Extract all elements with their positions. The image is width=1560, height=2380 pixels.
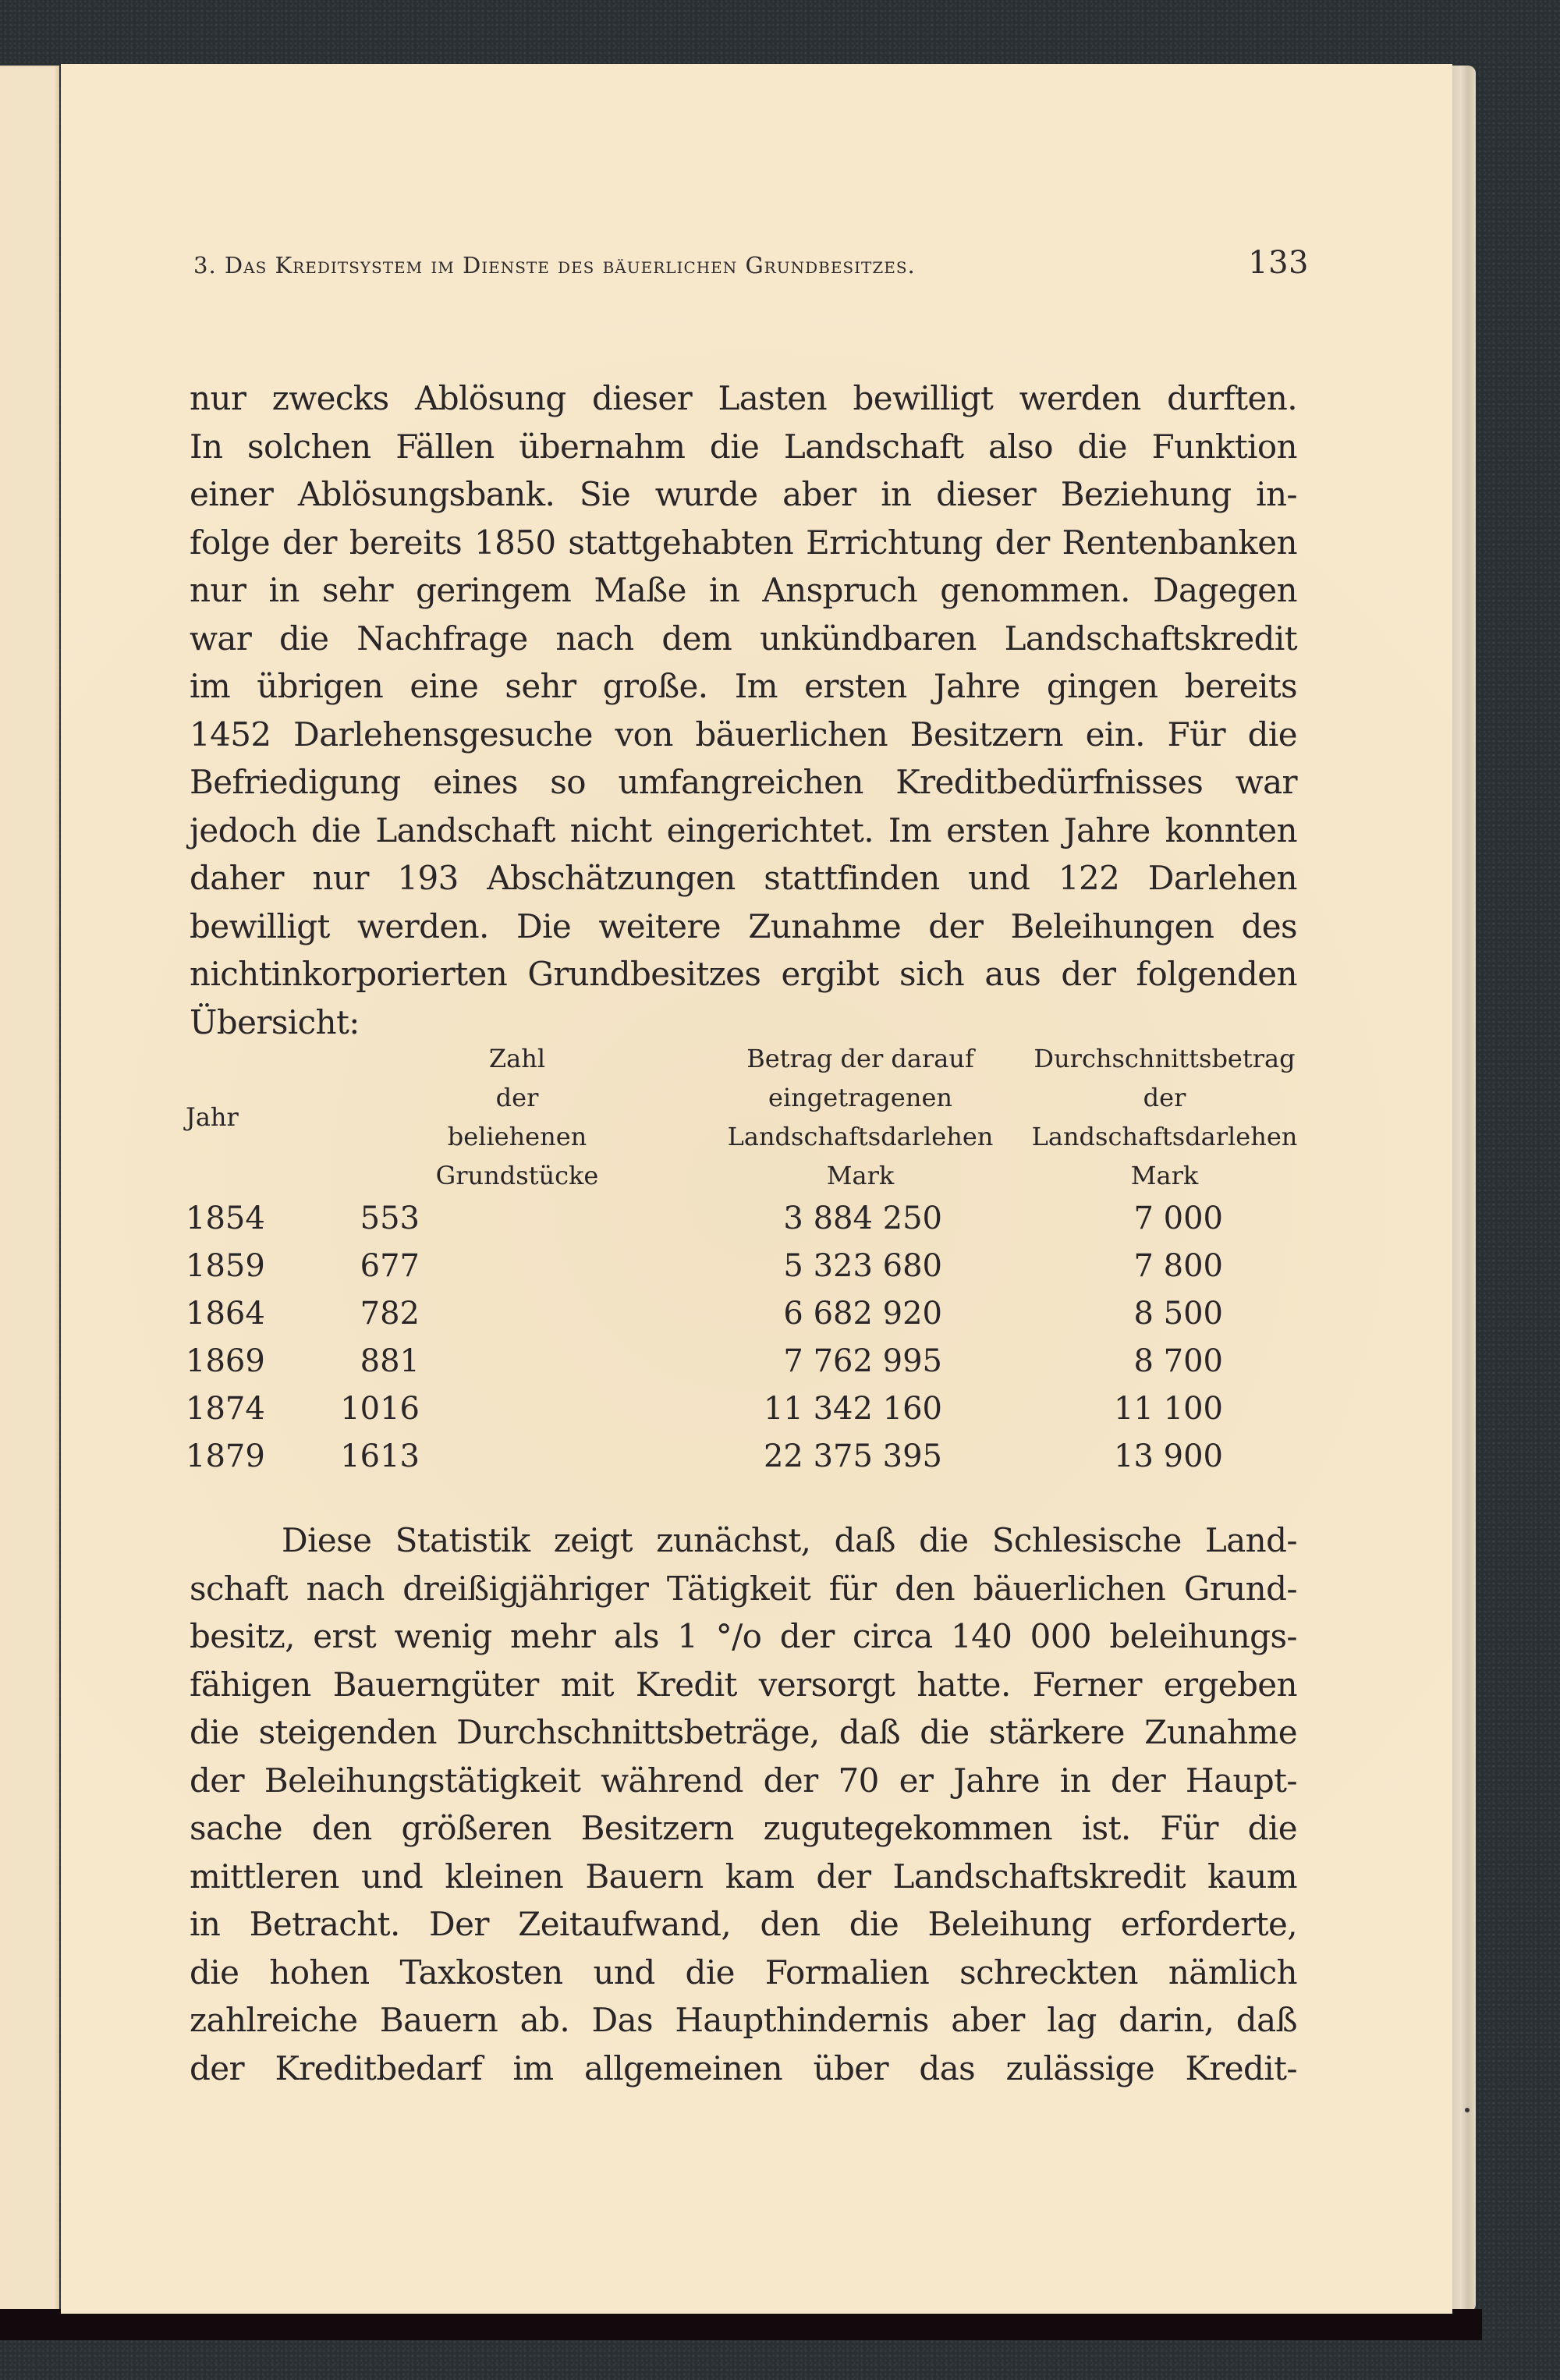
cell-count: 677	[360, 1248, 420, 1284]
text-line: nichtinkorporierten Grundbesitzes ergibt sich aus der folgenden	[190, 955, 1297, 993]
cell-average: 8 700	[1133, 1343, 1223, 1379]
text-line: die steigenden Durchschnittsbeträge, daß die stärkere Zunahme	[190, 1713, 1297, 1751]
text-line: Diese Statistik zeigt zunächst, daß die Schlesische Land-	[282, 1521, 1297, 1559]
header-count: Zahl der beliehenen Grundstücke	[435, 1044, 599, 1190]
text-line: sache den größeren Besitzern zugutegekommen ist. Für die	[190, 1809, 1297, 1847]
text-line: war die Nachfrage nach dem unkündbaren Landschaftskredit	[190, 619, 1297, 658]
cell-year: 1874	[186, 1391, 265, 1427]
text-line: nur zwecks Ablösung dieser Lasten bewilligt werden durften.	[190, 379, 1297, 417]
text-line: einer Ablösungsbank. Sie wurde aber in dieser Beziehung in-	[190, 475, 1297, 513]
running-head	[193, 245, 1309, 281]
page-number: 133	[1248, 245, 1309, 281]
table-row	[186, 1433, 1317, 1481]
header-year: Jahr	[186, 1102, 239, 1132]
header-amount: Betrag der darauf eingetragenen Landschaftsdarlehen Mark	[727, 1044, 994, 1190]
cell-amount: 22 375 395	[763, 1438, 942, 1474]
table-header-row	[186, 1039, 1317, 1195]
text-line: nur in sehr geringem Maße in Anspruch genommen. Dagegen	[190, 571, 1297, 609]
facing-page-edge	[0, 66, 59, 2312]
text-line: die hohen Taxkosten und die Formalien schreckten nämlich	[190, 1953, 1297, 1992]
text-line: der Beleihungstätigkeit während der 70 er Jahre in der Haupt-	[190, 1761, 1297, 1800]
text-line: In solchen Fällen übernahm die Landschaft also die Funktion	[190, 427, 1297, 466]
cell-average: 11 100	[1114, 1391, 1223, 1427]
paragraph-1	[190, 374, 1297, 1046]
page-stack-edge	[1451, 66, 1476, 2312]
cell-count: 881	[360, 1343, 420, 1379]
table-row	[186, 1338, 1317, 1385]
cell-count: 782	[360, 1296, 420, 1332]
text-line: in Betracht. Der Zeitaufwand, den die Beleihung erforderte,	[190, 1905, 1297, 1943]
book-page	[61, 64, 1452, 2314]
text-line: folge der bereits 1850 stattgehabten Errichtung der Rentenbanken	[190, 523, 1297, 562]
paper-speck	[1465, 2108, 1470, 2112]
cell-average: 8 500	[1133, 1296, 1223, 1332]
cell-year: 1879	[186, 1438, 265, 1474]
text-line: im übrigen eine sehr große. Im ersten Jahre gingen bereits	[190, 667, 1297, 705]
text-line: zahlreiche Bauern ab. Das Haupthindernis aber lag darin, daß	[190, 2001, 1297, 2039]
table-row	[186, 1243, 1317, 1290]
cell-year: 1864	[186, 1296, 265, 1332]
text-line: fähigen Bauerngüter mit Kredit versorgt hatte. Ferner ergeben	[190, 1665, 1297, 1704]
header-average: Durchschnittsbetrag der Landschaftsdarlehen Mark	[1031, 1044, 1298, 1190]
text-line: bewilligt werden. Die weitere Zunahme der Beleihungen des	[190, 906, 1297, 945]
table-row	[186, 1290, 1317, 1338]
cell-amount: 6 682 920	[783, 1296, 942, 1332]
text-line: mittleren und kleinen Bauern kam der Landschaftskredit kaum	[190, 1857, 1297, 1896]
cell-count: 1613	[340, 1438, 420, 1474]
text-line: der Kreditbedarf im allgemeinen über das zulässige Kredit-	[190, 2048, 1297, 2087]
cell-average: 7 000	[1133, 1201, 1223, 1236]
cell-amount: 5 323 680	[783, 1248, 942, 1284]
cell-amount: 7 762 995	[783, 1343, 942, 1379]
cell-count: 553	[360, 1201, 420, 1236]
text-line: 1452 Darlehensgesuche von bäuerlichen Besitzern ein. Für die	[190, 715, 1297, 754]
text-line: jedoch die Landschaft nicht eingerichtet. Im ersten Jahre konnten	[190, 810, 1297, 849]
text-line: besitz, erst wenig mehr als 1 °/o der circa 140 000 beleihungs-	[190, 1617, 1297, 1655]
cell-amount: 3 884 250	[783, 1201, 942, 1236]
table-row	[186, 1385, 1317, 1433]
loan-overview-table	[186, 1039, 1317, 1481]
text-line: Befriedigung eines so umfangreichen Kreditbedürfnisses war	[190, 763, 1297, 801]
page-shadow	[0, 2309, 1482, 2340]
cell-average: 13 900	[1114, 1438, 1223, 1474]
text-line: schaft nach dreißigjähriger Tätigkeit für den bäuerlichen Grund-	[190, 1569, 1297, 1608]
cell-year: 1869	[186, 1343, 265, 1379]
cell-amount: 11 342 160	[763, 1391, 942, 1427]
text-line: daher nur 193 Abschätzungen stattfinden und 122 Darlehen	[190, 859, 1297, 897]
table-row	[186, 1195, 1317, 1243]
chapter-title: 3. Das Kreditsystem im Dienste des bäuerlichen Grundbesitzes.	[193, 252, 916, 278]
paragraph-2	[190, 1516, 1297, 2092]
cell-year: 1859	[186, 1248, 265, 1284]
cell-average: 7 800	[1133, 1248, 1223, 1284]
cell-year: 1854	[186, 1201, 265, 1236]
text-line: Übersicht:	[190, 1002, 360, 1041]
cell-count: 1016	[340, 1391, 420, 1427]
